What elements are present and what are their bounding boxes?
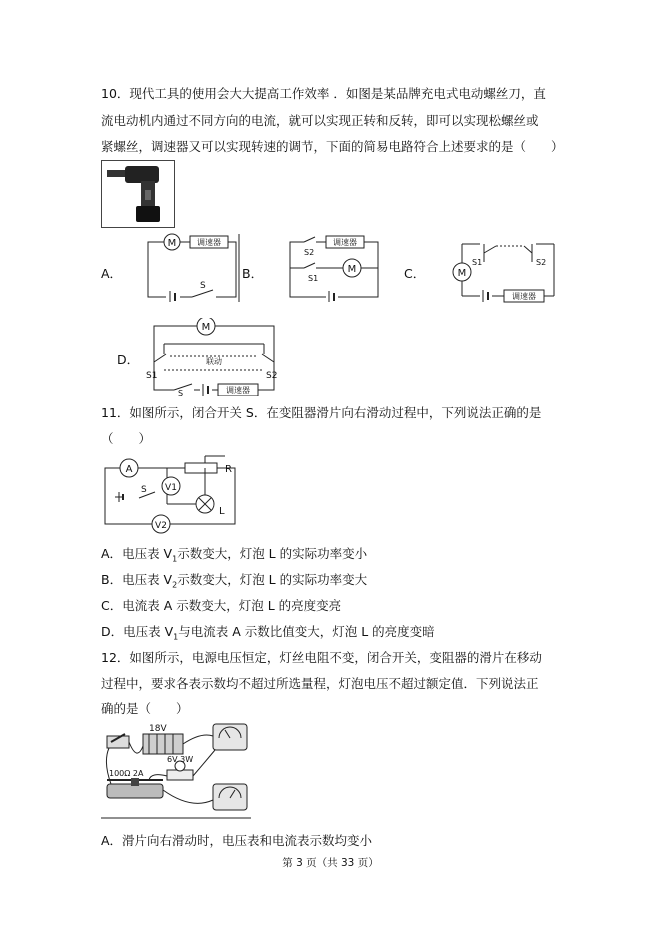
q11-option-b-sub: 2 [172,580,178,590]
q11-option-a-pre: 电压表 V [122,546,173,561]
q12-lamp-label: 6V 3W [167,755,194,764]
q12-line-3: 确的是（ ） [101,701,189,716]
drill-image [101,160,175,228]
q10c-speed-label: 调速器 [512,292,536,301]
q11-option-d-sub: 1 [173,632,179,642]
q11-ammeter-label: A [125,464,133,475]
q11-option-d-pre: 电压表 V [123,624,174,639]
q11-option-b-post: 示数变大，灯泡 L 的实际功率变大 [177,572,368,587]
q11-option-c-pre: 电流表 A 示数变大，灯泡 L 的亮度变亮 [122,598,342,613]
q10-option-c-label: C． [404,266,426,281]
q12-apparatus-image [101,722,253,820]
q11-switch-label: S [141,485,147,495]
q11-rheostat-label: R [225,464,232,475]
q10d-s2-label: S2 [266,371,278,381]
q10d-s1-label: S1 [146,371,158,381]
q11-line-1: 11．如图所示，闭合开关 S．在变阻器滑片向右滑动过程中，下列说法正确的是 [101,405,542,420]
q10-circuit-d [142,318,284,396]
q11-option-d-letter: D． [101,624,124,639]
q11-option-b-letter: B． [101,572,123,587]
q12-line-2: 过程中，要求各表示数均不超过所选量程，灯泡电压不超过额定值．下列说法正 [101,676,539,691]
q10b-s1-label: S1 [308,274,319,283]
q10a-motor-label: M [167,238,177,249]
q10a-switch-label: S [200,281,206,291]
q11-v2-label: V2 [155,521,167,531]
q11-lamp-label: L [219,506,225,517]
q11-option-b [101,572,367,594]
q10d-linked-label: 联动 [206,357,222,366]
q11-circuit [101,452,239,538]
q11-line-2: （ ） [101,431,152,446]
q11-option-a-letter: A． [101,546,123,561]
q10-line-1: 10．现代工具的使用会大大提高工作效率 ．如图是某品牌充电式电动螺丝刀，直 [101,86,546,101]
q10-option-a-label: A． [101,266,123,281]
page-footer: 第 3 页（共 33 页） [282,857,379,869]
q10-circuit-c [444,232,562,308]
q10a-speed-label: 调速器 [197,238,221,247]
q11-option-a [101,546,367,568]
q10-line-3: 紧螺丝，调速器又可以实现转速的调节，下面的简易电路符合上述要求的是（ ） [101,139,564,154]
q10b-speed-label: 调速器 [333,238,357,247]
q12-line-1: 12．如图所示，电源电压恒定，灯丝电阻不变，闭合开关，变阻器的滑片在移动 [101,650,542,665]
q10b-motor-label: M [347,264,357,275]
q10c-s1-label: S1 [472,258,483,267]
q12-battery-label: 18V [149,724,167,734]
q10d-speed-label: 调速器 [226,386,250,395]
q10c-s2-label: S2 [536,258,547,267]
q11-option-d-post: 与电流表 A 示数比值变大，灯泡 L 的亮度变暗 [178,624,435,639]
q12-rheostat-label: 100Ω 2A [109,769,144,778]
q11-v1-label: V1 [165,483,177,493]
q10-line-2: 流电动机内通过不同方向的电流，就可以实现正转和反转，即可以实现松螺丝或 [101,113,539,128]
q11-option-a-post: 示数变大，灯泡 L 的实际功率变小 [177,546,368,561]
q10c-motor-label: M [457,268,467,279]
q11-option-b-pre: 电压表 V [122,572,173,587]
q10d-motor-label: M [201,322,211,333]
q10d-switch-label: S [178,389,184,396]
q11-option-c [101,598,341,614]
q11-option-c-letter: C． [101,598,123,613]
q11-option-d [101,624,435,646]
q12-option-a: A．滑片向右滑动时，电压表和电流表示数均变小 [101,833,373,848]
q10b-s2-label: S2 [304,248,315,257]
q11-option-a-sub: 1 [172,554,178,564]
q10-circuit-a [140,230,240,302]
q10-circuit-b [282,232,384,302]
q10-option-b-label: B． [242,266,264,281]
q10-option-d-label: D． [117,352,140,367]
